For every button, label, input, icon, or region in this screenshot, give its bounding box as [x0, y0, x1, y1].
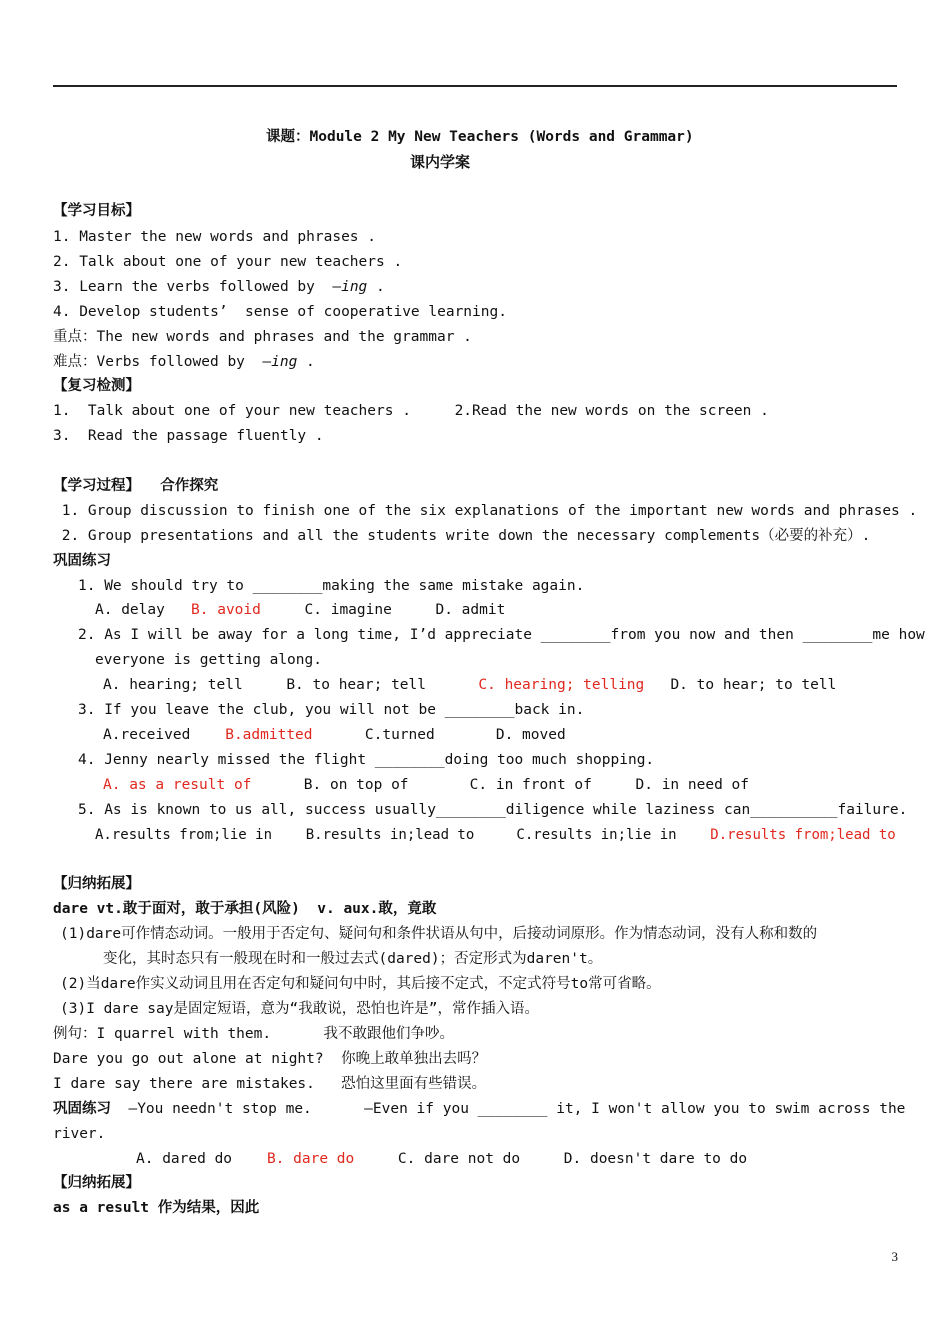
goal-item: 4. Develop students’ sense of cooperative learning.: [53, 304, 507, 320]
question-5: 5. As is known to us all, success usually________diligence while laziness can__________failure.: [78, 802, 908, 818]
answer: D.results from;lead to: [710, 827, 896, 843]
question-2-cont: everyone is getting along.: [95, 652, 322, 668]
answer: B.admitted: [225, 727, 313, 743]
question-3: 3. If you leave the club, you will not be ________back in.: [78, 702, 585, 718]
note-1: (1)dare可作情态动词。一般用于否定句、疑问句和条件状语从句中，后接动词原形。作为情态动词，没有人称和数的: [60, 926, 818, 942]
goals-heading: 【学习目标】: [53, 203, 140, 219]
example-1: 例句：I quarrel with them. 我不敢跟他们争吵。: [53, 1026, 454, 1042]
note-2: (2)当dare作实义动词且用在否定句和疑问句中时，其后接不定式，不定式符号to常可省略。: [60, 976, 661, 992]
goal-item: 3. Learn the verbs followed by –ing .: [53, 279, 385, 295]
question-4-options: A. as a result of B. on top of C. in front of D. in need of: [103, 777, 750, 793]
example-3: I dare say there are mistakes. 恐怕这里面有些错误。: [53, 1076, 487, 1092]
review-line: 1. Talk about one of your new teachers . 2.Read the new words on the screen .: [53, 403, 769, 419]
answer: B. avoid: [191, 602, 261, 618]
question-1-options: A. delay B. avoid C. imagine D. admit: [95, 602, 506, 618]
lesson-subtitle: 课内学案: [410, 153, 471, 171]
process-item: 1. Group discussion to finish one of the six explanations of the important new words and phrases .: [53, 503, 918, 519]
question-2-options: A. hearing; tell B. to hear; tell C. hearing; telling D. to hear; to tell: [103, 677, 837, 693]
answer: B. dare do: [266, 1151, 355, 1167]
practice-heading: 巩固练习: [53, 553, 111, 569]
expand-heading-2: 【归纳拓展】: [53, 1175, 140, 1191]
practice-2-question: 巩固练习 —You needn't stop me. —Even if you ________ it, I won't allow you to swim across the: [53, 1101, 906, 1117]
expand-heading: 【归纳拓展】: [53, 876, 140, 892]
key-point: 重点：The new words and phrases and the grammar .: [53, 329, 472, 345]
process-item: 2. Group presentations and all the students write down the necessary complements（必要的补充）.: [53, 528, 871, 544]
note-3: (3)I dare say是固定短语，意为“我敢说，恐怕也许是”，常作插入语。: [60, 1001, 539, 1017]
goal-item: 1. Master the new words and phrases .: [53, 229, 377, 245]
practice-2-options: A. dared do B. dare do C. dare not do D. doesn't dare to do: [136, 1151, 748, 1167]
question-3-options: A.received B.admitted C.turned D. moved: [103, 727, 566, 743]
lesson-title: 课题：Module 2 My New Teachers (Words and Grammar): [266, 129, 694, 145]
answer: A. as a result of: [103, 777, 252, 793]
top-rule: [53, 85, 897, 87]
example-2: Dare you go out alone at night? 你晚上敢单独出去吗？: [53, 1051, 487, 1067]
question-5-options: A.results from;lie in B.results in;lead to C.results in;lie in D.results from;lead to: [95, 827, 896, 843]
process-heading: 【学习过程】 合作探究: [53, 478, 219, 494]
question-4: 4. Jenny nearly missed the flight ________doing too much shopping.: [78, 752, 655, 768]
difficult-point: 难点：Verbs followed by –ing .: [53, 354, 315, 370]
answer: C. hearing; telling: [478, 677, 645, 693]
question-2: 2. As I will be away for a long time, I’d appreciate ________from you now and then ________me how: [78, 627, 925, 643]
practice-2-cont: river.: [53, 1126, 106, 1142]
word-dare: dare vt.敢于面对，敢于承担(风险) v. aux.敢，竟敢: [53, 901, 437, 917]
question-1: 1. We should try to ________making the same mistake again.: [78, 578, 585, 594]
goal-item: 2. Talk about one of your new teachers .: [53, 254, 403, 270]
note-1-cont: 变化，其时态只有一般现在时和一般过去式(dared)；否定形式为daren't。: [103, 951, 603, 967]
review-line: 3. Read the passage fluently .: [53, 428, 324, 444]
page-number: 3: [891, 1249, 898, 1264]
phrase-as-a-result: as a result 作为结果，因此: [53, 1200, 260, 1216]
review-heading: 【复习检测】: [53, 378, 140, 394]
